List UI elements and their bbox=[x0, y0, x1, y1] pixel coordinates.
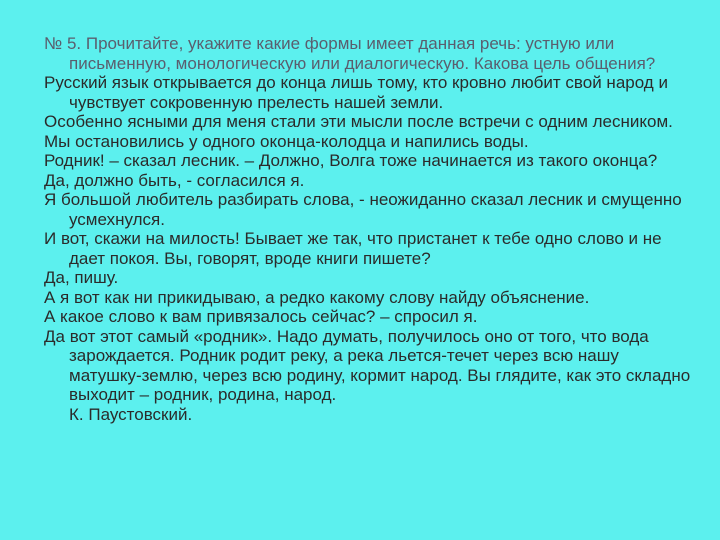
text-paragraph: Я большой любитель разбирать слова, - неожиданно сказал лесник и смущенно усмехнулся. bbox=[44, 190, 682, 229]
text-paragraph: Родник! – сказал лесник. – Должно, Волга тоже начинается из такого оконца? bbox=[44, 151, 658, 170]
text-paragraph: Мы остановились у одного оконца-колодца и напились воды. bbox=[44, 131, 529, 151]
text-paragraph: А какое слово к вам привязалось сейчас? – спросил я. bbox=[44, 307, 478, 326]
text-paragraph: Да вот этот самый «родник». Надо думать, получилось оно от того, что вода зарождается. Родник родит реку, а река льется-течет через всю нашу матушку-землю, через всю родину, кормит народ. Вы глядите, как это складно выходит – родник, родина, народ. bbox=[44, 326, 691, 404]
text-paragraph: Да, должно быть, - согласился я. bbox=[44, 170, 305, 190]
text-paragraph: Особенно ясными для меня стали эти мысли после встречи с одним лесником. bbox=[44, 112, 673, 131]
text-paragraph: Да, пишу. bbox=[44, 268, 119, 287]
text-paragraph: И вот, скажи на милость! Бывает же так, что пристанет к тебе одно слово и не дает покоя. Вы, говорят, вроде книги пишете? bbox=[44, 229, 662, 268]
text-paragraph: А я вот как ни прикидываю, а редко какому слову найду объяснение. bbox=[44, 287, 590, 307]
text-paragraph: Русский язык открывается до конца лишь тому, кто кровно любит свой народ и чувствует сокровенную прелесть нашей земли. bbox=[44, 73, 668, 112]
task-heading: № 5. Прочитайте, укажите какие формы имеет данная речь: устную или письменную, монологическую или диалогическую. Какова цель общения? bbox=[44, 34, 656, 73]
author-signature: К. Паустовский. bbox=[69, 404, 193, 424]
slide-text bbox=[44, 34, 694, 424]
